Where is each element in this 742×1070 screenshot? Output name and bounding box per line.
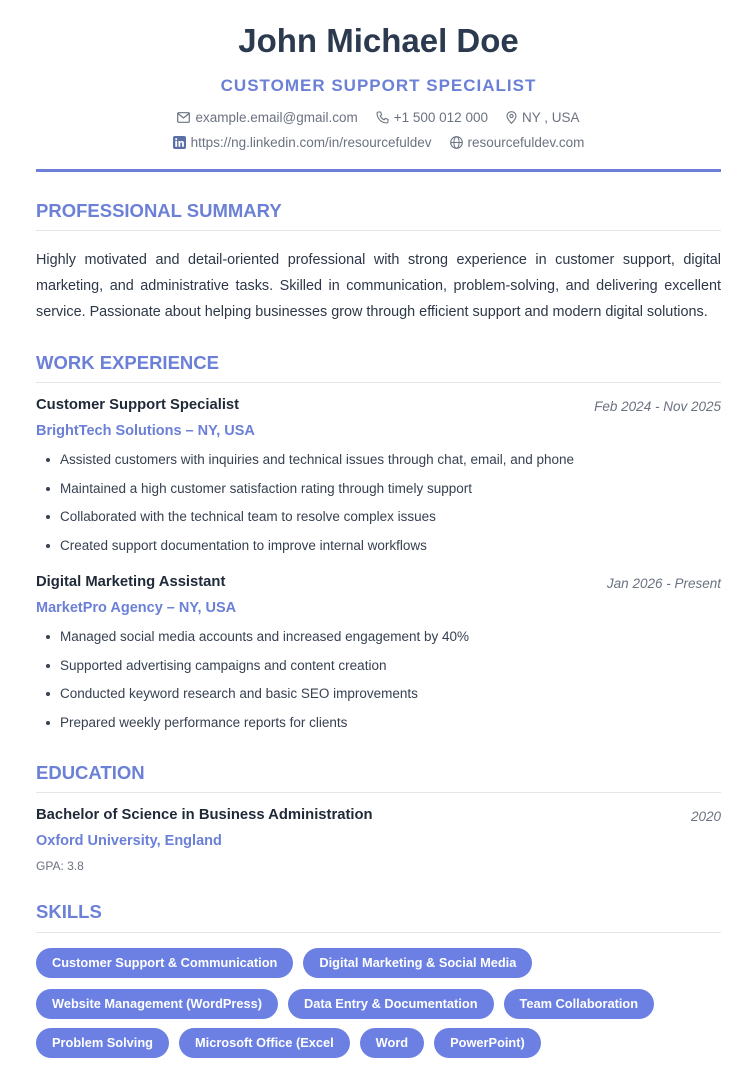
gpa-text: GPA: 3.8 [36,859,84,873]
bullet-item: Assisted customers with inquiries and technical issues through chat, email, and phone [36,451,721,480]
job-organization: MarketPro Agency – NY, USA [36,600,237,616]
contact-location [506,110,580,125]
contact-website[interactable] [450,135,585,150]
contact-row-primary [36,110,721,125]
graduation-year: 2020 [690,809,721,824]
skill-pill: Problem Solving [36,1028,169,1058]
experience-heading: WORK EXPERIENCE [36,352,219,373]
resume-page [36,0,721,1070]
skills-heading: SKILLS [36,901,102,922]
contact-row-secondary [36,135,721,150]
linkedin-text: https://ng.linkedin.com/in/resourcefuldev [190,135,432,150]
job-organization: BrightTech Solutions – NY, USA [36,423,255,439]
location-text: NY , USA [521,110,580,125]
phone-icon [376,111,389,124]
location-pin-icon [506,111,517,124]
job-bullets [36,451,721,565]
website-text: resourcefuldev.com [467,135,585,150]
header-divider [36,169,721,172]
skill-pill: Data Entry & Documentation [288,989,494,1019]
globe-icon [450,136,463,149]
bullet-item: Maintained a high customer satisfaction rating through timely support [36,480,721,509]
skills-row [36,989,654,1019]
skill-pill: Customer Support & Communication [36,948,293,978]
bullet-item: Managed social media accounts and increased engagement by 40% [36,628,721,657]
skills-divider [36,932,721,933]
linkedin-icon [173,136,186,149]
skill-pill: Digital Marketing & Social Media [303,948,532,978]
job-dates: Jan 2026 - Present [606,576,721,591]
bullet-item: Created support documentation to improve internal workflows [36,537,721,566]
bullet-item: Conducted keyword research and basic SEO improvements [36,685,721,714]
bullet-item: Supported advertising campaigns and content creation [36,657,721,686]
contact-email[interactable] [177,110,357,125]
job-title: Digital Marketing Assistant [36,574,226,590]
mail-icon [177,112,190,123]
education-heading: EDUCATION [36,762,145,783]
bullet-item: Collaborated with the technical team to resolve complex issues [36,508,721,537]
phone-text: +1 500 012 000 [393,110,488,125]
skill-pill: PowerPoint) [434,1028,541,1058]
candidate-name: John Michael Doe [238,22,519,59]
skill-pill: Website Management (WordPress) [36,989,278,1019]
skills-row [36,948,532,978]
contact-linkedin[interactable] [173,135,432,150]
summary-divider [36,230,721,231]
skills-row [36,1028,541,1058]
skill-pill: Team Collaboration [504,989,655,1019]
bullet-item: Prepared weekly performance reports for clients [36,714,721,743]
experience-divider [36,382,721,383]
job-dates: Feb 2024 - Nov 2025 [594,399,721,414]
skill-pill: Word [360,1028,424,1058]
school-name: Oxford University, England [36,833,222,849]
education-divider [36,792,721,793]
skill-pill: Microsoft Office (Excel [179,1028,350,1058]
summary-heading: PROFESSIONAL SUMMARY [36,200,282,221]
email-text: example.email@gmail.com [195,110,358,125]
summary-text: Highly motivated and detail-oriented professional with strong experience in customer support, digital marketing, and administrative tasks. Skilled in communication, problem-solving, and delivering excellent service. Passionate about helping businesses grow through efficient support and modern digital solutions. [36,252,721,320]
job-bullets [36,628,721,742]
contact-phone[interactable] [376,110,488,125]
degree-title: Bachelor of Science in Business Administration [36,807,373,823]
candidate-role: CUSTOMER SUPPORT SPECIALIST [220,76,537,95]
job-title: Customer Support Specialist [36,397,240,413]
